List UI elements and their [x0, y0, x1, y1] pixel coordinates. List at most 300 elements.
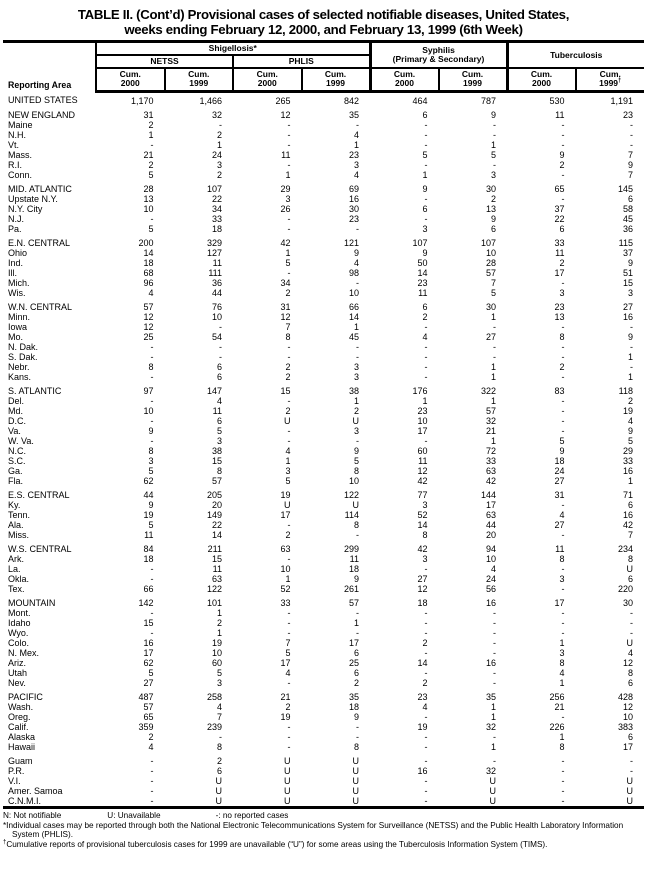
legend-no-reported-cases: -: no reported cases	[215, 811, 289, 820]
value-cell: 3	[422, 224, 428, 234]
value-cell: 1	[490, 436, 496, 446]
value-cell: 27	[554, 476, 565, 486]
value-cell: U	[284, 416, 291, 426]
value-cell: 383	[617, 722, 633, 732]
value-cell: 101	[206, 598, 222, 608]
value-cell: 11	[555, 544, 565, 554]
value-cell: 10	[417, 416, 428, 426]
value-cell: 7	[627, 150, 633, 160]
value-cell: U	[352, 766, 359, 776]
value-cell: -	[150, 396, 154, 406]
value-cell: 16	[485, 658, 496, 668]
value-cell: 3	[353, 160, 359, 170]
value-cell: U	[352, 796, 359, 806]
table-row	[3, 362, 644, 372]
value-cell: 2	[559, 160, 565, 170]
legend-not-notifiable: N: Not notifiable	[3, 811, 62, 820]
value-cell: 115	[618, 238, 633, 248]
value-cell: 84	[143, 544, 154, 554]
value-cell: -	[561, 278, 565, 288]
value-cell: 9	[490, 110, 496, 120]
reporting-area-cell: Okla.	[8, 574, 30, 584]
value-cell: 2	[353, 678, 359, 688]
value-cell: 2	[216, 130, 222, 140]
value-cell: 10	[143, 204, 154, 214]
value-cell: 23	[554, 302, 565, 312]
reporting-area-cell: N.J.	[8, 214, 25, 224]
value-cell: 27	[417, 574, 428, 584]
table-row	[3, 278, 644, 288]
phlis-subgroup-header: PHLIS	[233, 55, 370, 68]
value-cell: 4	[490, 564, 496, 574]
value-cell: -	[561, 416, 565, 426]
value-cell: 9	[627, 258, 633, 268]
table-row	[3, 446, 644, 456]
value-cell: 23	[417, 278, 428, 288]
value-cell: 24	[485, 574, 496, 584]
value-cell: 2	[353, 406, 359, 416]
value-cell: 57	[485, 406, 496, 416]
value-cell: -	[630, 766, 633, 776]
value-cell: 21	[554, 702, 565, 712]
value-cell: -	[493, 352, 496, 362]
value-cell: 107	[480, 238, 496, 248]
value-cell: 1,170	[130, 96, 154, 106]
value-cell: -	[424, 564, 428, 574]
value-cell: 5	[148, 668, 154, 678]
value-cell: 4	[627, 416, 633, 426]
value-cell: -	[287, 214, 291, 224]
value-cell: 25	[143, 332, 154, 342]
value-cell: 329	[206, 238, 222, 248]
value-cell: 1	[490, 140, 496, 150]
value-cell: 2	[422, 312, 428, 322]
value-cell: 65	[554, 184, 565, 194]
value-cell: 57	[485, 268, 496, 278]
value-cell: 30	[348, 204, 359, 214]
value-cell: 9	[422, 248, 428, 258]
value-cell: -	[630, 120, 633, 130]
table-row	[3, 476, 644, 486]
value-cell: 144	[480, 490, 496, 500]
value-cell: 3	[627, 288, 633, 298]
value-cell: -	[561, 396, 565, 406]
value-cell: 63	[280, 544, 291, 554]
value-cell: -	[356, 436, 359, 446]
value-cell: 35	[348, 110, 359, 120]
value-cell: 57	[211, 476, 222, 486]
value-cell: -	[493, 668, 496, 678]
value-cell: -	[424, 668, 428, 678]
reporting-area-cell: S.C.	[8, 456, 26, 466]
table-row	[3, 214, 644, 224]
value-cell: 27	[485, 332, 496, 342]
value-cell: 2	[559, 362, 565, 372]
table-row	[3, 92, 644, 107]
value-cell: 60	[417, 446, 428, 456]
value-cell: -	[630, 362, 633, 372]
reporting-area-cell: D.C.	[8, 416, 26, 426]
value-cell: 2	[422, 678, 428, 688]
value-cell: 33	[554, 238, 565, 248]
reporting-area-cell: Kans.	[8, 372, 32, 382]
value-cell: 15	[211, 456, 222, 466]
value-cell: 15	[211, 554, 222, 564]
value-cell: -	[424, 436, 428, 446]
value-cell: 26	[280, 204, 291, 214]
reporting-area-cell: Mass.	[8, 150, 33, 160]
value-cell: 96	[143, 278, 154, 288]
value-cell: U	[352, 786, 359, 796]
reporting-area-cell: Mo.	[8, 332, 24, 342]
table-row	[3, 776, 644, 786]
value-cell: 7	[627, 530, 633, 540]
value-cell: 12	[417, 466, 428, 476]
value-cell: 77	[417, 490, 428, 500]
value-cell: 42	[485, 476, 496, 486]
value-cell: -	[287, 426, 291, 436]
value-cell: 4	[148, 288, 154, 298]
table-row	[3, 668, 644, 678]
value-cell: 3	[353, 426, 359, 436]
value-cell: 121	[343, 238, 359, 248]
value-cell: 1,191	[610, 96, 633, 106]
value-cell: 1	[627, 372, 633, 382]
value-cell: 2	[285, 530, 291, 540]
value-cell: -	[424, 120, 428, 130]
value-cell: 265	[275, 96, 291, 106]
reporting-area-cell: Hawaii	[8, 742, 36, 752]
value-cell: -	[356, 608, 359, 618]
value-cell: 5	[559, 436, 565, 446]
value-cell: 11	[212, 406, 222, 416]
value-cell: -	[356, 722, 359, 732]
table-row	[3, 298, 644, 312]
value-cell: 9	[490, 214, 496, 224]
value-cell: 4	[148, 742, 154, 752]
value-cell: 6	[216, 416, 222, 426]
value-cell: 32	[485, 766, 496, 776]
value-cell: 11	[144, 530, 154, 540]
value-cell: 31	[280, 302, 291, 312]
table-row	[3, 170, 644, 180]
value-cell: 12	[622, 702, 633, 712]
value-cell: 3	[148, 456, 154, 466]
value-cell: -	[424, 796, 428, 806]
reporting-area-cell: Nebr.	[8, 362, 30, 372]
value-cell: -	[630, 130, 633, 140]
value-cell: 1	[422, 170, 428, 180]
value-cell: 7	[285, 638, 291, 648]
value-cell: 31	[143, 110, 154, 120]
table-row	[3, 426, 644, 436]
value-cell: 18	[143, 258, 154, 268]
value-cell: -	[287, 224, 291, 234]
reporting-area-cell: Ala.	[8, 520, 24, 530]
value-cell: -	[356, 628, 359, 638]
value-cell: -	[356, 278, 359, 288]
value-cell: 299	[343, 544, 359, 554]
value-cell: 60	[211, 658, 222, 668]
value-cell: 16	[622, 466, 633, 476]
value-cell: -	[561, 618, 565, 628]
value-cell: 3	[216, 678, 222, 688]
value-cell: 9	[627, 332, 633, 342]
reporting-area-cell: Nev.	[8, 678, 26, 688]
value-cell: -	[150, 796, 154, 806]
footnote-dagger	[3, 840, 644, 850]
value-cell: 19	[280, 712, 291, 722]
value-cell: -	[424, 742, 428, 752]
value-cell: 226	[549, 722, 565, 732]
value-cell: -	[493, 120, 496, 130]
value-cell: 2	[490, 194, 496, 204]
value-cell: 8	[559, 742, 565, 752]
col-header-netss-cum2000: Cum. 2000	[96, 68, 165, 92]
value-cell: 30	[622, 598, 633, 608]
value-cell: 13	[143, 194, 154, 204]
value-cell: 17	[622, 742, 633, 752]
reporting-area-cell: S. Dak.	[8, 352, 38, 362]
reporting-area-cell: Ariz.	[8, 658, 26, 668]
reporting-area-cell: NEW ENGLAND	[8, 110, 76, 120]
value-cell: -	[561, 756, 565, 766]
value-cell: 118	[618, 386, 633, 396]
value-cell: -	[287, 140, 291, 150]
value-cell: 1	[216, 608, 222, 618]
value-cell: 19	[143, 510, 154, 520]
value-cell: 24	[211, 150, 222, 160]
value-cell: -	[287, 618, 291, 628]
value-cell: -	[630, 140, 633, 150]
value-cell: 7	[490, 278, 496, 288]
value-cell: 29	[280, 184, 291, 194]
value-cell: 1	[559, 638, 565, 648]
value-cell: -	[150, 608, 154, 618]
value-cell: 8	[627, 668, 633, 678]
value-cell: 7	[627, 170, 633, 180]
value-cell: 98	[348, 268, 359, 278]
value-cell: 4	[216, 396, 222, 406]
value-cell: -	[561, 140, 565, 150]
value-cell: -	[287, 742, 291, 752]
value-cell: -	[561, 426, 565, 436]
value-cell: 3	[353, 362, 359, 372]
value-cell: -	[561, 796, 565, 806]
value-cell: 19	[280, 490, 291, 500]
value-cell: -	[561, 712, 565, 722]
value-cell: 10	[348, 476, 359, 486]
value-cell: -	[150, 416, 154, 426]
value-cell: 56	[485, 584, 496, 594]
value-cell: 2	[285, 362, 291, 372]
legend-unavailable: U: Unavailable	[107, 811, 161, 820]
value-cell: -	[493, 618, 496, 628]
value-cell: U	[489, 786, 496, 796]
value-cell: 15	[280, 386, 291, 396]
value-cell: 3	[216, 160, 222, 170]
value-cell: 787	[480, 96, 496, 106]
value-cell: 1	[285, 170, 291, 180]
value-cell: 16	[485, 598, 496, 608]
notifiable-diseases-table	[3, 40, 644, 809]
value-cell: U	[215, 786, 222, 796]
table-row	[3, 678, 644, 688]
value-cell: 30	[485, 302, 496, 312]
value-cell: 11	[555, 110, 565, 120]
value-cell: 10	[211, 648, 222, 658]
value-cell: 6	[353, 668, 359, 678]
value-cell: 8	[285, 332, 291, 342]
value-cell: 38	[348, 386, 359, 396]
value-cell: 66	[143, 584, 154, 594]
value-cell: 14	[143, 248, 154, 258]
table-row	[3, 396, 644, 406]
value-cell: -	[561, 352, 565, 362]
value-cell: 8	[627, 554, 633, 564]
value-cell: 4	[353, 130, 359, 140]
value-cell: 3	[559, 288, 565, 298]
value-cell: U	[284, 776, 291, 786]
value-cell: 149	[206, 510, 222, 520]
value-cell: -	[493, 628, 496, 638]
footnote-dagger-text: Cumulative reports of provisional tuberculosis cases for 1999 are unavailable (“U”) for some areas using the Tuberculosis Information System (TIMS).	[6, 839, 548, 849]
reporting-area-cell: Vt.	[8, 140, 20, 150]
value-cell: 57	[348, 598, 359, 608]
value-cell: 33	[622, 456, 633, 466]
value-cell: -	[287, 608, 291, 618]
value-cell: 44	[211, 288, 222, 298]
reporting-area-cell: Tex.	[8, 584, 25, 594]
value-cell: -	[424, 352, 428, 362]
value-cell: 20	[485, 530, 496, 540]
value-cell: U	[284, 756, 291, 766]
value-cell: 13	[554, 312, 565, 322]
value-cell: -	[424, 732, 428, 742]
value-cell: 107	[206, 184, 222, 194]
value-cell: 17	[417, 426, 428, 436]
value-cell: 111	[208, 268, 222, 278]
value-cell: -	[150, 342, 154, 352]
value-cell: 2	[285, 406, 291, 416]
reporting-area-cell: N.H.	[8, 130, 26, 140]
value-cell: 30	[485, 184, 496, 194]
table-row	[3, 796, 644, 808]
value-cell: 9	[353, 574, 359, 584]
reporting-area-cell: Mich.	[8, 278, 30, 288]
reporting-area-cell: S. ATLANTIC	[8, 386, 62, 396]
value-cell: 33	[280, 598, 291, 608]
reporting-area-cell: Alaska	[8, 732, 36, 742]
value-cell: -	[424, 776, 428, 786]
value-cell: 9	[353, 712, 359, 722]
value-cell: 27	[622, 302, 633, 312]
value-cell: -	[287, 160, 291, 170]
value-cell: -	[561, 776, 565, 786]
value-cell: 1	[353, 322, 359, 332]
value-cell: -	[424, 608, 428, 618]
value-cell: 6	[627, 678, 633, 688]
value-cell: 34	[280, 278, 291, 288]
value-cell: 50	[417, 258, 428, 268]
value-cell: 58	[622, 204, 633, 214]
value-cell: 16	[622, 312, 633, 322]
value-cell: -	[287, 554, 291, 564]
value-cell: -	[493, 130, 496, 140]
value-cell: -	[561, 372, 565, 382]
value-cell: -	[561, 500, 565, 510]
value-cell: 1	[422, 396, 428, 406]
value-cell: 8	[422, 530, 428, 540]
reporting-area-cell: Ohio	[8, 248, 28, 258]
reporting-area-cell: Ill.	[8, 268, 17, 278]
value-cell: -	[493, 160, 496, 170]
reporting-area-cell: Ind.	[8, 258, 24, 268]
value-cell: 239	[206, 722, 222, 732]
value-cell: U	[284, 796, 291, 806]
reporting-area-cell: V.I.	[8, 776, 21, 786]
value-cell: U	[626, 638, 633, 648]
value-cell: 8	[353, 742, 359, 752]
value-cell: 2	[216, 756, 222, 766]
value-cell: 3	[422, 500, 428, 510]
value-cell: 21	[485, 426, 496, 436]
value-cell: 7	[285, 322, 291, 332]
value-cell: 4	[285, 446, 291, 456]
value-cell: 62	[143, 658, 154, 668]
value-cell: 63	[211, 574, 222, 584]
value-cell: -	[424, 618, 428, 628]
value-cell: 21	[280, 692, 291, 702]
value-cell: 4	[559, 668, 565, 678]
value-cell: 10	[280, 564, 291, 574]
value-cell: 4	[216, 702, 222, 712]
value-cell: -	[150, 574, 154, 584]
value-cell: -	[493, 638, 496, 648]
value-cell: 42	[280, 238, 291, 248]
value-cell: U	[626, 564, 633, 574]
value-cell: 11	[349, 554, 359, 564]
reporting-area-cell: N.Y. City	[8, 204, 43, 214]
value-cell: -	[150, 436, 154, 446]
value-cell: 8	[353, 466, 359, 476]
value-cell: 42	[417, 476, 428, 486]
value-cell: 71	[622, 490, 633, 500]
value-cell: -	[150, 352, 154, 362]
value-cell: U	[352, 776, 359, 786]
table-row	[3, 372, 644, 382]
value-cell: 359	[138, 722, 154, 732]
col-header-tb-cum1999: Cum. 1999†	[576, 68, 645, 92]
value-cell: 2	[422, 638, 428, 648]
value-cell: -	[561, 130, 565, 140]
value-cell: 176	[412, 386, 428, 396]
reporting-area-cell: N. Mex.	[8, 648, 40, 658]
value-cell: 220	[617, 584, 633, 594]
value-cell: U	[284, 500, 291, 510]
value-cell: -	[356, 224, 359, 234]
reporting-area-header: Reporting Area	[3, 42, 96, 92]
value-cell: 18	[417, 598, 428, 608]
table-row	[3, 416, 644, 426]
value-cell: -	[150, 776, 154, 786]
value-cell: 1	[353, 618, 359, 628]
value-cell: 3	[285, 194, 291, 204]
value-cell: -	[219, 342, 222, 352]
value-cell: 97	[143, 386, 154, 396]
value-cell: -	[561, 584, 565, 594]
value-cell: 4	[353, 170, 359, 180]
